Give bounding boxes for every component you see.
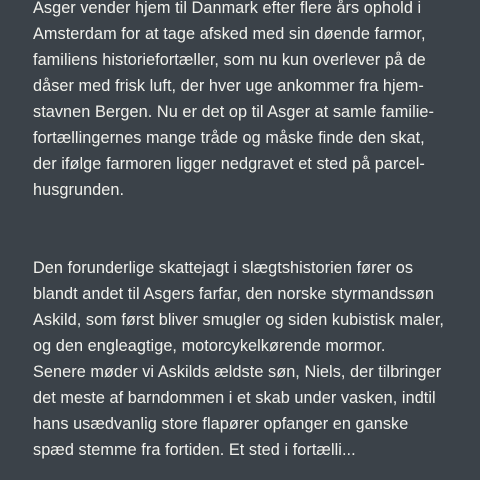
text-line: stavnen Bergen. Nu er det op til Asger at samle familie-: [33, 103, 434, 121]
text-line: familiens historiefortæller, som nu kun overlever på de: [33, 51, 426, 69]
blurb-paragraph-1: [33, 0, 473, 203]
text-line: og den engleagtige, motorcykelkørende mormor.: [33, 337, 386, 355]
text-line: blandt andet til Asgers farfar, den norske styrmandssøn: [33, 285, 434, 303]
text-line: Senere møder vi Askilds ældste søn, Niels, der tilbringer: [33, 363, 442, 381]
text-line: hans usædvanlig store flapører opfanger en ganske: [33, 415, 409, 433]
text-line: fortællingernes mange tråde og måske finde den skat,: [33, 129, 425, 147]
text-line: Amsterdam for at tage afsked med sin døende farmor,: [33, 25, 426, 43]
text-line: spæd stemme fra fortiden. Et sted i fortælli...: [33, 441, 356, 459]
text-line: husgrunden.: [33, 181, 125, 199]
text-line: der ifølge farmoren ligger nedgravet et sted på parcel-: [33, 155, 425, 173]
text-line: Den forunderlige skattejagt i slægtshistorien fører os: [33, 259, 414, 277]
text-line: Asger vender hjem til Danmark efter flere års ophold i: [33, 0, 422, 17]
text-line: dåser med frisk luft, der hver uge ankommer fra hjem-: [33, 77, 424, 95]
text-line: det meste af barndommen i et skab under vasken, indtil: [33, 389, 436, 407]
blurb-paragraph-2: [33, 255, 473, 463]
text-line: Askild, som først bliver smugler og siden kubistisk maler,: [33, 311, 444, 329]
